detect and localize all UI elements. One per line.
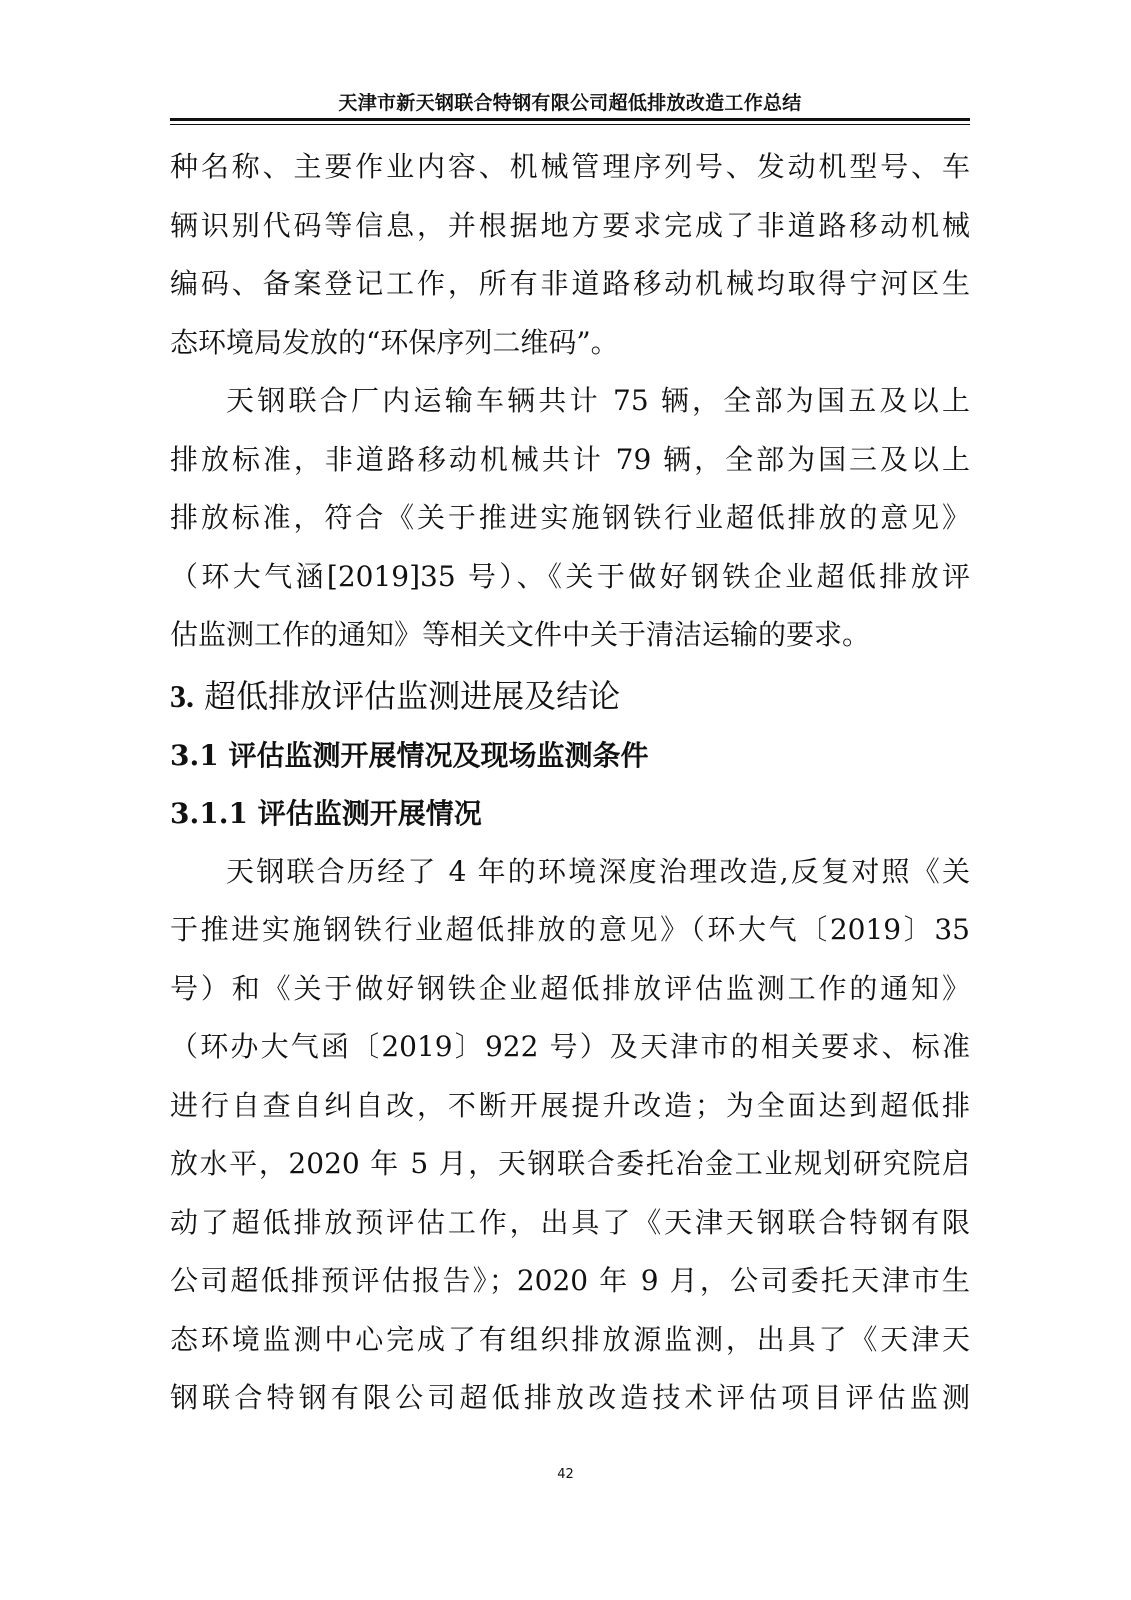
text-line: 估监测工作的通知》等相关文件中关于清洁运输的要求。 <box>170 618 871 651</box>
section-3-number: 3. <box>170 677 194 714</box>
text-line: 天钢联合厂内运输车辆共计 75 辆，全部为国五及以上 <box>226 384 970 417</box>
header-rule-thin <box>170 124 970 125</box>
page-header-title: 天津市新天钢联合特钢有限公司超低排放改造工作总结 <box>338 92 802 114</box>
text-line: 动了超低排放预评估工作，出具了《天津天钢联合特钢有限 <box>170 1205 970 1239</box>
text-line: 天钢联合历经了 4 年的环境深度治理改造,反复对照《关 <box>226 854 970 888</box>
text-line: 态环境局发放的“环保序列二维码”。 <box>170 325 619 359</box>
section-3-heading <box>170 665 970 727</box>
text-line: 放水平，2020 年 5 月，天钢联合委托冶金工业规划研究院启 <box>170 1147 970 1180</box>
text-line: 编码、备案登记工作，所有非道路移动机械均取得宁河区生 <box>170 267 970 300</box>
text-line: （环大气涵[2019]35 号）、《关于做好钢铁企业超低排放评 <box>170 559 970 593</box>
text-line: 于推进实施钢铁行业超低排放的意见》（环大气〔2019〕35 <box>170 913 970 946</box>
header-rule-thick <box>170 118 970 121</box>
text-line: 辆识别代码等信息，并根据地方要求完成了非道路移动机械 <box>170 208 970 242</box>
text-line: （环办大气函〔2019〕922 号）及天津市的相关要求、标准 <box>170 1030 970 1063</box>
text-line: 号）和《关于做好钢铁企业超低排放评估监测工作的通知》 <box>170 971 970 1005</box>
text-line: 排放标准，符合《关于推进实施钢铁行业超低排放的意见》 <box>170 501 970 534</box>
text-line: 排放标准，非道路移动机械共计 79 辆，全部为国三及以上 <box>170 442 970 476</box>
text-line: 公司超低排预评估报告》；2020 年 9 月，公司委托天津市生 <box>170 1264 970 1297</box>
page-number: 42 <box>557 1467 574 1482</box>
document-body <box>170 138 970 1428</box>
paragraph-vehicle-counts <box>170 372 970 665</box>
paragraph-machinery-registration <box>170 138 970 372</box>
text-line: 进行自查自纠自改，不断开展提升改造；为全面达到超低排 <box>170 1088 970 1122</box>
section-3-1-heading: 3.1 评估监测开展情况及现场监测条件 <box>170 738 649 772</box>
text-line: 钢联合特钢有限公司超低排放改造技术评估项目评估监测 <box>170 1381 970 1414</box>
paragraph-monitoring-progress <box>170 843 970 1428</box>
section-3-1-1-heading: 3.1.1 评估监测开展情况 <box>170 796 482 830</box>
section-3-title: 超低排放评估监测进展及结论 <box>204 676 621 715</box>
text-line: 种名称、主要作业内容、机械管理序列号、发动机型号、车 <box>170 150 970 183</box>
text-line: 态环境监测中心完成了有组织排放源监测，出具了《天津天 <box>170 1322 970 1356</box>
